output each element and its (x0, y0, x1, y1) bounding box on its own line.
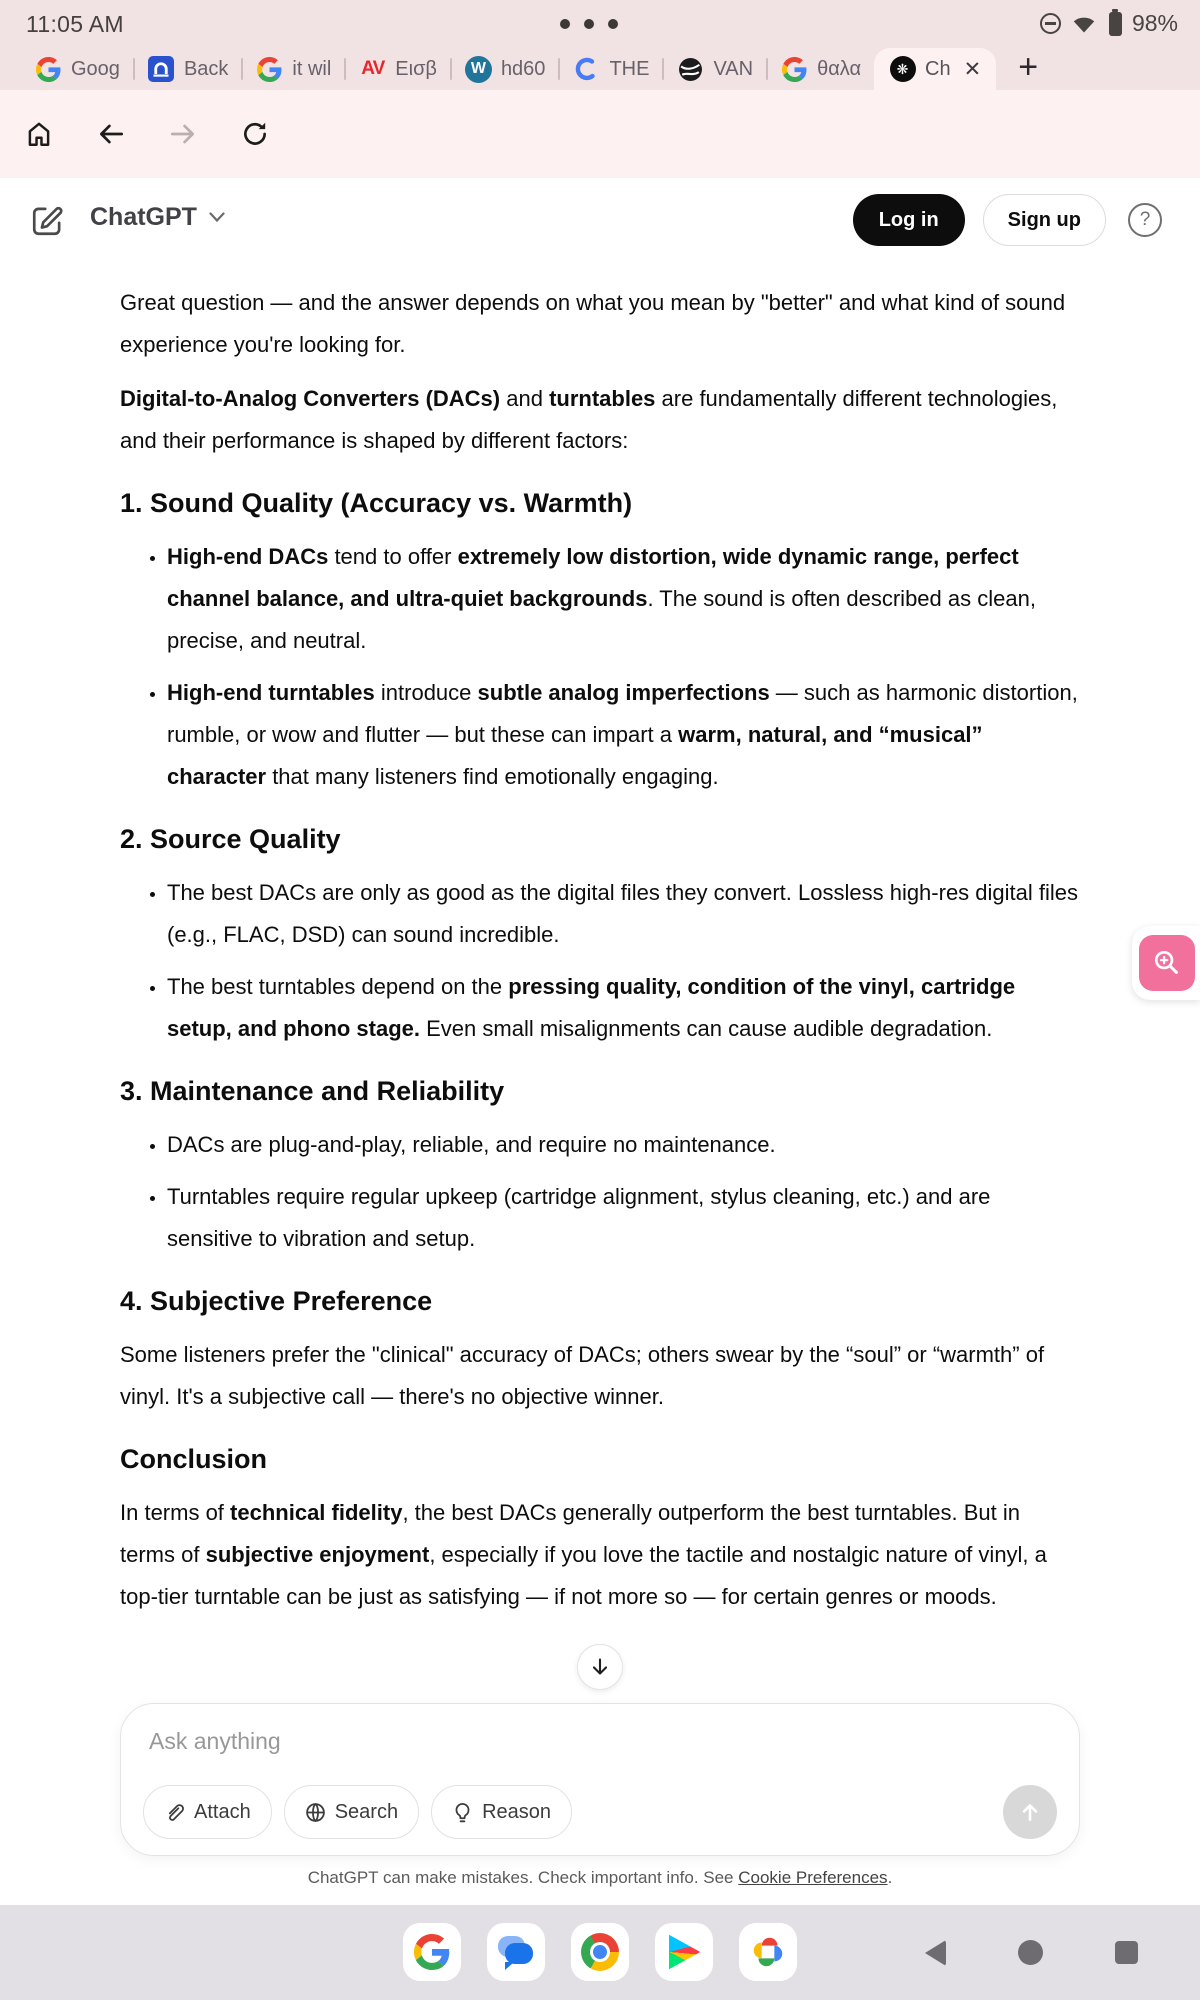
paperclip-icon (164, 1802, 185, 1823)
tab-google-search-1[interactable] (22, 48, 133, 90)
tab-the[interactable] (560, 48, 662, 90)
tab-label: Back (183, 57, 229, 80)
paragraph: In terms of technical fidelity, the best DACs generally outperform the best turntables. But in terms of subjective enjoyment, especially if you love the tactile and nostalgic nature of vinyl, a top-tier turntable can be just as satisfying — if not more so — for certain genres or moods. (120, 1500, 1047, 1609)
browser-toolbar (0, 90, 1200, 178)
new-tab-button[interactable]: + (1018, 48, 1039, 86)
tab-label: THE (609, 57, 650, 80)
tab-av[interactable] (346, 48, 450, 90)
section-heading: 2. Source Quality (120, 824, 341, 854)
chatgpt-favicon: ❋ (889, 56, 916, 83)
bridge-favicon (148, 56, 175, 83)
send-button[interactable] (1003, 1785, 1057, 1839)
section-heading: 4. Subjective Preference (120, 1286, 433, 1316)
notification-dots-icon (560, 19, 618, 29)
arrow-up-icon (1017, 1799, 1043, 1825)
tab-label: Εισβ (395, 57, 437, 80)
chatgpt-header (0, 178, 1200, 262)
chevron-down-icon (209, 212, 225, 223)
status-bar (0, 0, 1200, 48)
bullet-list (120, 536, 1080, 798)
wifi-icon (1071, 13, 1097, 35)
crescent-favicon (573, 56, 600, 83)
tab-close-icon[interactable]: ✕ (963, 57, 982, 81)
paragraph: Great question — and the answer depends on what you mean by "better" and what kind of sound experience you're looking for. (120, 290, 1066, 357)
android-home-button[interactable] (1018, 1940, 1043, 1965)
composer (120, 1703, 1080, 1856)
tab-hd60[interactable] (452, 48, 559, 90)
tab-label: Ch (925, 57, 951, 80)
messages-app-icon[interactable] (487, 1923, 545, 1981)
tab-back[interactable] (135, 48, 241, 90)
scroll-to-bottom-button[interactable] (577, 1644, 623, 1690)
bullet-list (120, 1124, 1080, 1260)
page-title: ChatGPT (90, 203, 197, 231)
wordpress-favicon: W (465, 56, 492, 83)
android-recents-button[interactable] (1115, 1941, 1138, 1964)
paragraph: Some listeners prefer the "clinical" accuracy of DACs; others swear by the “soul” or “warmth” of vinyl. It's a subjective call — there's no objective winner. (120, 1342, 1045, 1409)
tab-google-search-2[interactable] (243, 48, 344, 90)
tab-thala[interactable] (768, 48, 874, 90)
tab-label: it wil (292, 57, 332, 80)
model-switcher[interactable] (90, 203, 225, 232)
message-input[interactable] (149, 1728, 1053, 1755)
android-back-button[interactable] (925, 1940, 946, 1966)
bullet-item: • Turntables require regular upkeep (cartridge alignment, stylus cleaning, etc.) and are sensitive to vibration and setup. (167, 1176, 1080, 1260)
tab-label: hd60 (500, 57, 546, 80)
google-app-icon[interactable] (403, 1923, 461, 1981)
section-heading: 3. Maintenance and Reliability (120, 1076, 505, 1106)
play-store-app-icon[interactable] (655, 1923, 713, 1981)
tab-label: VAN (713, 57, 754, 80)
tab-strip (0, 48, 1200, 90)
signup-button[interactable]: Sign up (983, 194, 1106, 246)
google-favicon (781, 56, 808, 83)
battery-icon (1109, 12, 1122, 36)
bullet-item: • DACs are plug-and-play, reliable, and require no maintenance. (167, 1124, 1080, 1166)
bullet-item: • The best DACs are only as good as the digital files they convert. Lossless high-res digital files (e.g., FLAC, DSD) can sound incredible. (167, 872, 1080, 956)
home-icon[interactable] (24, 119, 54, 149)
reload-icon[interactable] (240, 119, 270, 149)
bullet-item: • High-end turntables introduce subtle analog imperfections — such as harmonic distortion, rumble, or wow and flutter — but these can impart a warm, natural, and “musical” character that many listeners find emotionally engaging. (167, 672, 1080, 798)
android-taskbar (0, 1905, 1200, 2000)
help-icon[interactable]: ? (1128, 203, 1162, 237)
globe-icon (305, 1802, 326, 1823)
google-favicon (256, 56, 283, 83)
do-not-disturb-icon (1040, 13, 1061, 34)
bullet-item: • High-end DACs tend to offer extremely low distortion, wide dynamic range, perfect channel balance, and ultra-quiet backgrounds. The sound is often described as clean, precise, and neutral. (167, 536, 1080, 662)
login-button[interactable]: Log in (853, 194, 965, 246)
new-chat-icon[interactable] (30, 204, 64, 238)
section-heading: Conclusion (120, 1444, 267, 1474)
lightbulb-icon (452, 1802, 473, 1823)
conversation (120, 262, 1080, 1717)
arrow-down-icon (588, 1655, 612, 1679)
tab-chatgpt-active[interactable] (874, 48, 996, 90)
disclaimer: ChatGPT can make mistakes. Check important info. See Cookie Preferences. (307, 1868, 893, 1887)
attach-button[interactable]: Attach (143, 1785, 272, 1839)
photos-app-icon[interactable] (739, 1923, 797, 1981)
paragraph: Digital-to-Analog Converters (DACs) and turntables are fundamentally different technologies, and their performance is shaped by different factors: (120, 386, 1058, 453)
magnifier-zoom-button[interactable] (1139, 935, 1195, 991)
tab-label: θαλα (817, 57, 862, 80)
cookie-preferences-link[interactable]: Cookie Preferences (738, 1868, 888, 1887)
clock: 11:05 AM (26, 11, 124, 37)
tab-van[interactable] (664, 48, 766, 90)
bullet-item: • The best turntables depend on the pressing quality, condition of the vinyl, cartridge setup, and phono stage. Even small misalignments can cause audible degradation. (167, 966, 1080, 1050)
chrome-app-icon[interactable] (571, 1923, 629, 1981)
reason-button[interactable]: Reason (431, 1785, 572, 1839)
battery-percent: 98% (1131, 10, 1178, 36)
google-favicon (35, 56, 62, 83)
section-heading: 1. Sound Quality (Accuracy vs. Warmth) (120, 488, 633, 518)
zoom-in-magnifier-icon (1152, 948, 1182, 978)
bullet-list (120, 872, 1080, 1050)
search-button[interactable]: Search (284, 1785, 419, 1839)
globe-favicon (677, 56, 704, 83)
accessibility-fab-container (1132, 926, 1200, 1000)
tab-label: Goog (71, 57, 120, 80)
back-icon[interactable] (96, 119, 126, 149)
forward-icon[interactable] (168, 119, 198, 149)
av-favicon: AV (361, 58, 385, 79)
